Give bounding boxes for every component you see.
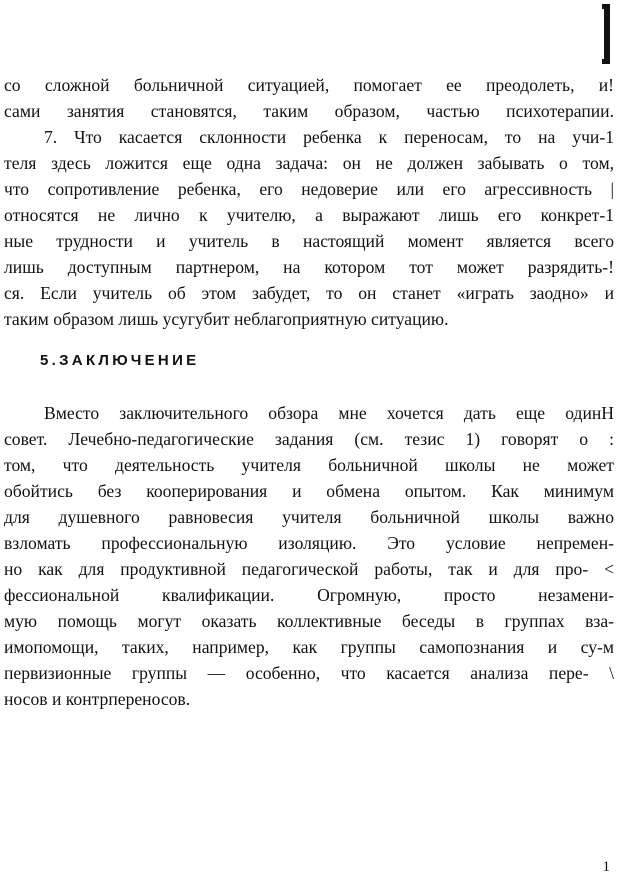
paragraph-3-line-1: Вместо заключительного обзора мне хочется дать еще одинН <box>44 403 614 423</box>
paragraph-3-line-7: но как для продуктивной педагогической работы, так и для про- < <box>4 559 614 579</box>
paragraph-1-line-2: сами занятия становятся, таким образом, частью психотерапии. <box>4 101 614 121</box>
page-edge-bracket-mark <box>602 4 610 64</box>
paragraph-3-line-4: обойтись без кооперирования и обмена опытом. Как минимум <box>4 481 614 501</box>
paragraph-3-line-8: фессиональной квалификации. Огромную, просто незамени- <box>4 585 614 605</box>
paragraph-3-line-3: том, что деятельность учителя больничной школы не может <box>4 455 614 475</box>
paragraph-2-line-7: ся. Если учитель об этом забудет, то он станет «играть заодно» и <box>4 283 614 303</box>
page-number: 1 <box>602 859 610 875</box>
paragraph-2-line-6: лишь доступным партнером, на котором тот может разрядить-! <box>4 257 614 277</box>
paragraph-3-line-2: совет. Лечебно-педагогические задания (см. тезис 1) говорят о : <box>4 429 614 449</box>
paragraph-3-line-10: имопомощи, таких, например, как группы самопознания и су-м <box>4 637 614 657</box>
paragraph-3-line-6: взломать профессиональную изоляцию. Это условие непремен- <box>4 533 614 553</box>
paragraph-2-line-1: 7. Что касается склонности ребенка к переносам, то на учи-1 <box>44 127 614 147</box>
paragraph-3-line-11: первизионные группы — особенно, что касается анализа пере- \ <box>4 663 614 683</box>
paragraph-1-line-1: со сложной больничной ситуацией, помогает ее преодолеть, и! <box>4 75 614 95</box>
paragraph-2-line-3: что сопротивление ребенка, его недоверие или его агрессивность | <box>4 179 614 199</box>
paragraph-2-line-8: таким образом лишь усугубит неблагоприятную ситуацию. <box>4 309 449 329</box>
paragraph-2-line-4: относятся не лично к учителю, а выражают лишь его конкрет-1 <box>4 205 614 225</box>
paragraph-2-line-2: теля здесь ложится еще одна задача: он не должен забывать о том, <box>4 153 614 173</box>
section-heading: 5.ЗАКЛЮЧЕНИЕ <box>40 352 200 369</box>
paragraph-2-line-5: ные трудности и учитель в настоящий момент является всего <box>4 231 614 251</box>
paragraph-3-line-9: мую помощь могут оказать коллективные беседы в группах вза- <box>4 611 614 631</box>
paragraph-3-line-12: носов и контрпереносов. <box>4 689 191 709</box>
paragraph-3-line-5: для душевного равновесия учителя больничной школы важно <box>4 507 614 527</box>
